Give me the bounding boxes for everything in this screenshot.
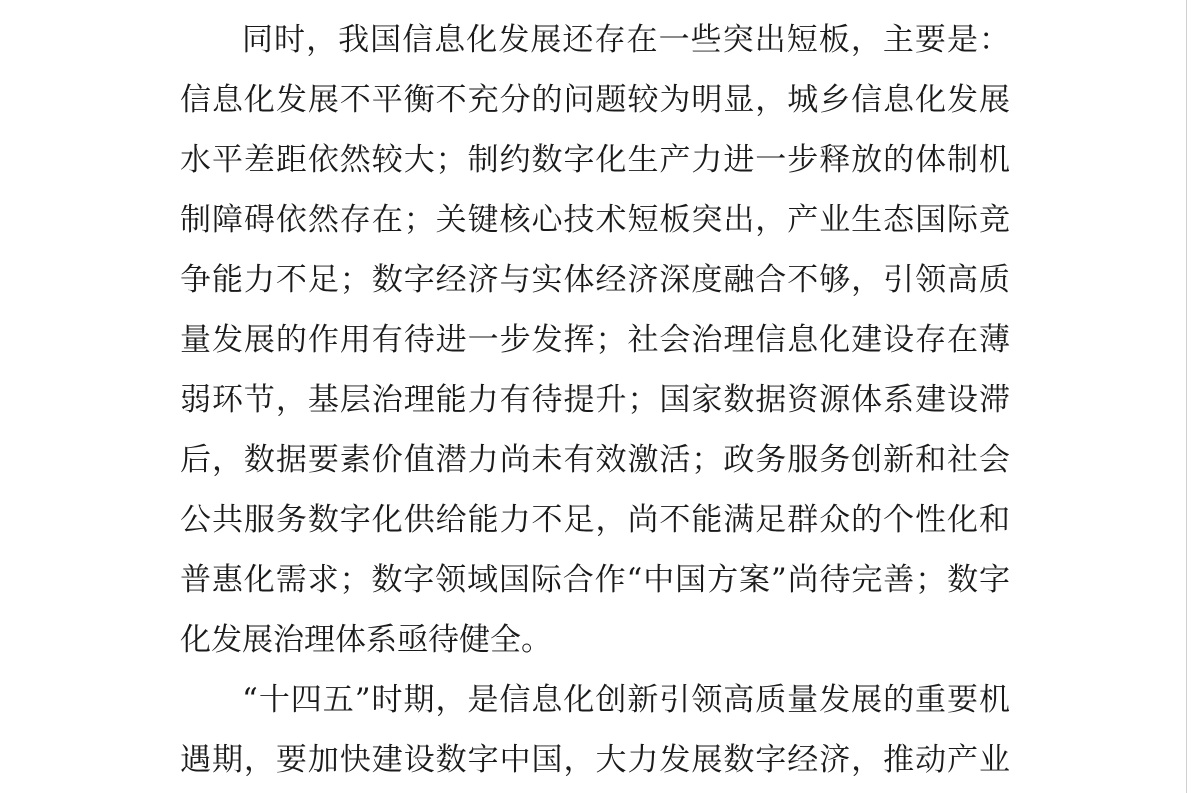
paragraph-1-line-8: 后，数据要素价值潜力尚未有效激活；政务服务创新和社会 [180,442,1010,478]
paragraph-1-line-7: 弱环节，基层治理能力有待提升；国家数据资源体系建设滞 [180,382,1010,418]
paragraph-1-line-9: 公共服务数字化供给能力不足，尚不能满足群众的个性化和 [180,502,1010,538]
paragraph-1-line-3: 水平差距依然较大；制约数字化生产力进一步释放的体制机 [180,142,1010,178]
paragraph-1-line-6: 量发展的作用有待进一步发挥；社会治理信息化建设存在薄 [180,322,1010,358]
paragraph-2-line-2: 遇期，要加快建设数字中国，大力发展数字经济，推动产业 [180,742,1010,778]
paragraph-1-line-11: 化发展治理体系亟待健全。 [180,622,552,658]
paragraph-2-line-1: “十四五”时期，是信息化创新引领高质量发展的重要机 [242,682,1010,718]
page-edge-divider [1186,0,1187,793]
paragraph-1-line-4: 制障碍依然存在；关键核心技术短板突出，产业生态国际竞 [180,202,1010,238]
document-body [180,10,1010,790]
paragraph-1-line-10: 普惠化需求；数字领域国际合作“中国方案”尚待完善；数字 [180,562,1010,598]
paragraph-1-line-5: 争能力不足；数字经济与实体经济深度融合不够，引领高质 [180,262,1010,298]
paragraph-1-line-1: 同时，我国信息化发展还存在一些突出短板，主要是： [242,22,1010,58]
paragraph-1-line-2: 信息化发展不平衡不充分的问题较为明显，城乡信息化发展 [180,82,1010,118]
